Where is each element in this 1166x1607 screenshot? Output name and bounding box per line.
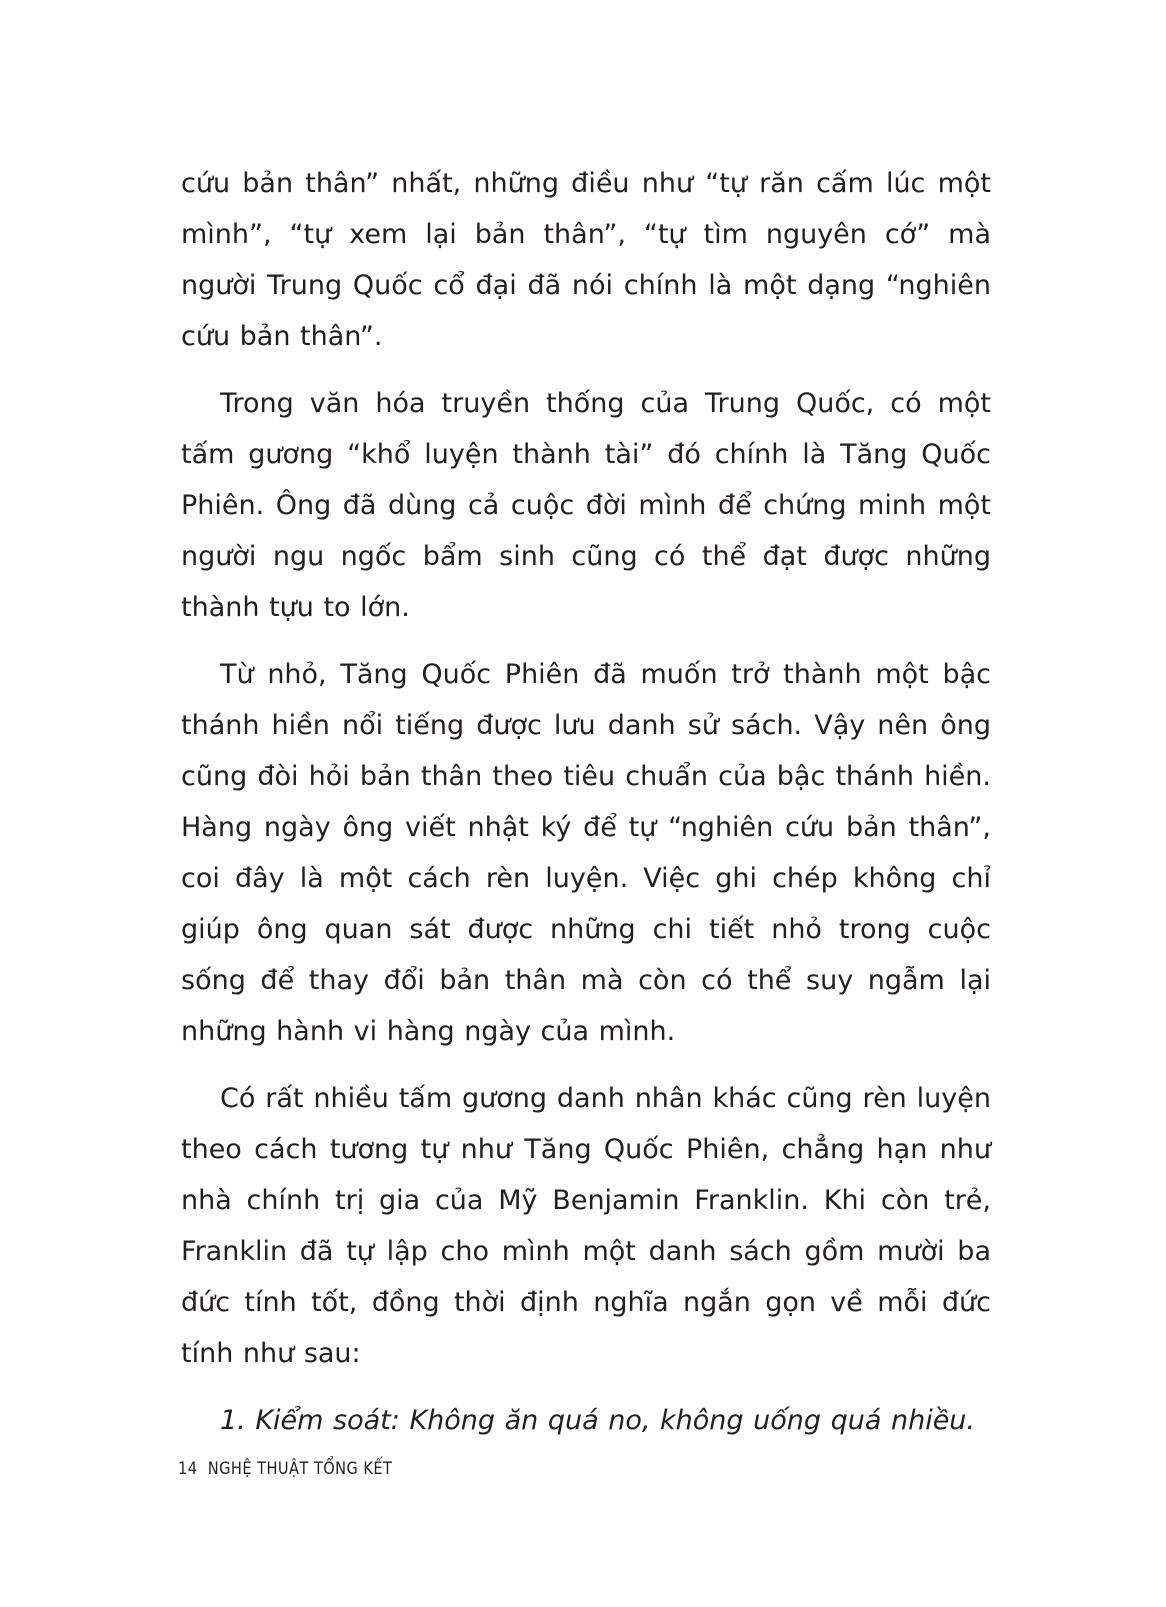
paragraph-continuation: cứu bản thân” nhất, những điều như “tự răn cấm lúc một mình”, “tự xem lại bản thân”, “tự tìm nguyên cớ” mà người Trung Quốc cổ đại đã nói chính là một dạng “nghiên cứu bản thân”.	[181, 168, 991, 352]
paragraph-tang-quoc-phien-intro: Trong văn hóa truyền thống của Trung Quốc, có một tấm gương “khổ luyện thành tài” đó chính là Tăng Quốc Phiên. Ông đã dùng cả cuộc đời mình để chứng minh một người ngu ngốc bẩm sinh cũng có thể đạt được những thành tựu to lớn.	[181, 388, 991, 623]
page-number: 14	[178, 1459, 198, 1479]
virtue-list-item-1: 1. Kiểm soát: Không ăn quá no, không uống quá nhiều.	[220, 1405, 976, 1436]
paragraph-tang-quoc-phien-diary: Từ nhỏ, Tăng Quốc Phiên đã muốn trở thành một bậc thánh hiền nổi tiếng được lưu danh sử sách. Vậy nên ông cũng đòi hỏi bản thân theo tiêu chuẩn của bậc thánh hiền. Hàng ngày ông viết nhật ký để tự “nghiên cứu bản thân”, coi đây là một cách rèn luyện. Việc ghi chép không chỉ giúp ông quan sát được những chi tiết nhỏ trong cuộc sống để thay đổi bản thân mà còn có thể suy ngẫm lại những hành vi hàng ngày của mình.	[181, 659, 991, 1047]
page-footer	[178, 1459, 392, 1479]
body-text	[181, 158, 991, 1462]
running-title: NGHỆ THUẬT TỔNG KẾT	[207, 1459, 393, 1479]
paragraph-franklin: Có rất nhiều tấm gương danh nhân khác cũng rèn luyện theo cách tương tự như Tăng Quốc Phiên, chẳng hạn như nhà chính trị gia của Mỹ Benjamin Franklin. Khi còn trẻ, Franklin đã tự lập cho mình một danh sách gồm mười ba đức tính tốt, đồng thời định nghĩa ngắn gọn về mỗi đức tính như sau:	[181, 1083, 991, 1369]
